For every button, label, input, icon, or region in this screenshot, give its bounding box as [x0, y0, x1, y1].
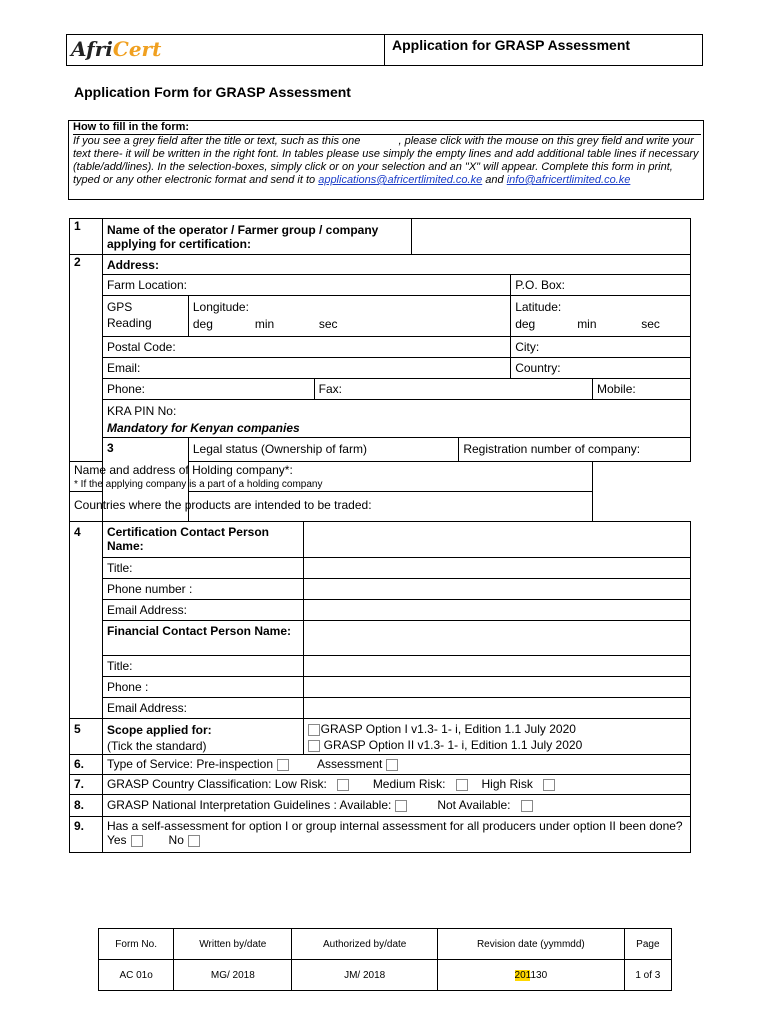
holding-company-field[interactable]: Name and address of Holding company*: * If the applying company is a part of a holding company: [70, 462, 593, 492]
email-link-info[interactable]: info@africertlimited.co.ke: [506, 174, 631, 186]
revision-date-value: 201130: [437, 960, 624, 991]
application-form-table: [69, 218, 691, 853]
cert-contact-input[interactable]: [303, 522, 690, 558]
cert-phone-input[interactable]: [303, 579, 690, 600]
section-number: 8.: [70, 795, 103, 817]
guidelines-not-available-checkbox[interactable]: [521, 800, 533, 812]
fin-title-input[interactable]: [303, 656, 690, 677]
africert-logo: AfriCert: [71, 37, 162, 61]
fin-phone-input[interactable]: [303, 677, 690, 698]
instructions-heading: How to fill in the form:: [73, 121, 701, 135]
holding-note: * If the applying company is a part of a holding company: [74, 479, 323, 490]
legal-status-field[interactable]: Legal status (Ownership of farm): [188, 438, 458, 462]
section-number: 7.: [70, 775, 103, 795]
section-number: 1: [70, 219, 103, 255]
fin-phone-label: Phone :: [102, 677, 303, 698]
email-link-applications[interactable]: applications@africertlimited.co.ke: [318, 174, 483, 186]
latitude-field[interactable]: Latitude: deg min sec: [511, 296, 691, 337]
kra-mandatory-note: Mandatory for Kenyan companies: [106, 421, 300, 435]
self-assessment-row: Has a self-assessment for option I or group internal assessment for all producers under option II been done? Yes No: [102, 817, 690, 853]
operator-name-field[interactable]: [412, 219, 691, 255]
address-label: Address:: [102, 255, 690, 275]
written-by-header: Written by/date: [174, 929, 292, 960]
scope-option-2[interactable]: GRASP Option II v1.3- 1- i, Edition 1.1 July 2020: [308, 737, 686, 753]
revision-date-header: Revision date (yymmdd): [437, 929, 624, 960]
fin-email-input[interactable]: [303, 698, 690, 719]
high-risk-checkbox[interactable]: [543, 779, 555, 791]
section-number: 2: [70, 255, 103, 462]
country-classification-row: GRASP Country Classification: Low Risk: Medium Risk: High Risk: [102, 775, 690, 795]
cert-phone-label: Phone number :: [102, 579, 303, 600]
scope-option-1[interactable]: GRASP Option I v1.3- 1- i, Edition 1.1 July 2020: [308, 721, 686, 737]
trade-countries-field[interactable]: Countries where the products are intended to be traded:: [70, 492, 593, 522]
section-number: 5: [70, 719, 103, 755]
page-header: Page: [624, 929, 671, 960]
scope-options: [303, 719, 690, 755]
longitude-field[interactable]: Longitude: deg min sec: [188, 296, 510, 337]
cert-contact-label: Certification Contact Person Name:: [102, 522, 303, 558]
cert-title-input[interactable]: [303, 558, 690, 579]
section-number: 3: [102, 438, 188, 522]
fax-field[interactable]: Fax:: [314, 379, 592, 400]
fin-contact-input[interactable]: [303, 621, 690, 656]
fin-email-label: Email Address:: [102, 698, 303, 719]
page-value: 1 of 3: [624, 960, 671, 991]
mobile-field[interactable]: Mobile:: [593, 379, 691, 400]
low-risk-checkbox[interactable]: [337, 779, 349, 791]
written-by-value: MG/ 2018: [174, 960, 292, 991]
self-assessment-yes-checkbox[interactable]: [131, 835, 143, 847]
form-title: Application Form for GRASP Assessment: [74, 84, 351, 100]
checkbox-icon[interactable]: [308, 740, 320, 752]
form-no-header: Form No.: [99, 929, 174, 960]
instructions-body: If you see a grey field after the title or text, such as this one , please click with the mouse on this grey field and write your text there- it will be written in the right font. In tables please use simply the empty lines and add additional table lines if necessary (table/add/lines). In the selection-boxes, simply click or on your selection and an "X" will appear. Complete this form in print, typed or any other electronic format and send it to applications@africertlimited.co.ke and info@africertlimited.co.ke: [73, 135, 699, 186]
cert-title-label: Title:: [102, 558, 303, 579]
po-box-field[interactable]: P.O. Box:: [511, 275, 691, 296]
farm-location-field[interactable]: Farm Location:: [102, 275, 510, 296]
authorized-by-header: Authorized by/date: [292, 929, 438, 960]
assessment-checkbox[interactable]: [386, 759, 398, 771]
section-number: 4: [70, 522, 103, 719]
scope-label: Scope applied for: (Tick the standard): [102, 719, 303, 755]
fin-contact-label: Financial Contact Person Name:: [102, 621, 303, 656]
cert-email-label: Email Address:: [102, 600, 303, 621]
instructions-box: [68, 120, 704, 200]
cert-email-input[interactable]: [303, 600, 690, 621]
kra-pin-field[interactable]: KRA PIN No: Mandatory for Kenyan companies: [102, 400, 690, 438]
medium-risk-checkbox[interactable]: [456, 779, 468, 791]
registration-number-field[interactable]: Registration number of company:: [459, 438, 691, 462]
form-no-value: AC 01o: [99, 960, 174, 991]
document-control-table: [98, 928, 672, 991]
interpretation-guidelines-row: GRASP National Interpretation Guidelines : Available: Not Available:: [102, 795, 690, 817]
self-assessment-no-checkbox[interactable]: [188, 835, 200, 847]
fin-title-label: Title:: [102, 656, 303, 677]
gps-reading-label: GPS Reading: [102, 296, 188, 337]
authorized-by-value: JM/ 2018: [292, 960, 438, 991]
city-field[interactable]: City:: [511, 337, 691, 358]
postal-code-field[interactable]: Postal Code:: [102, 337, 510, 358]
section-number: 9.: [70, 817, 103, 853]
guidelines-available-checkbox[interactable]: [395, 800, 407, 812]
checkbox-icon[interactable]: [308, 724, 320, 736]
section-number: 6.: [70, 755, 103, 775]
email-field[interactable]: Email:: [102, 358, 510, 379]
operator-name-label: Name of the operator / Farmer group / company applying for certification:: [102, 219, 411, 255]
document-header: [66, 34, 703, 66]
service-type-row: Type of Service: Pre-inspection Assessment: [102, 755, 690, 775]
header-divider: [384, 35, 385, 65]
country-field[interactable]: Country:: [511, 358, 691, 379]
phone-field[interactable]: Phone:: [102, 379, 314, 400]
pre-inspection-checkbox[interactable]: [277, 759, 289, 771]
header-title: Application for GRASP Assessment: [392, 37, 631, 53]
